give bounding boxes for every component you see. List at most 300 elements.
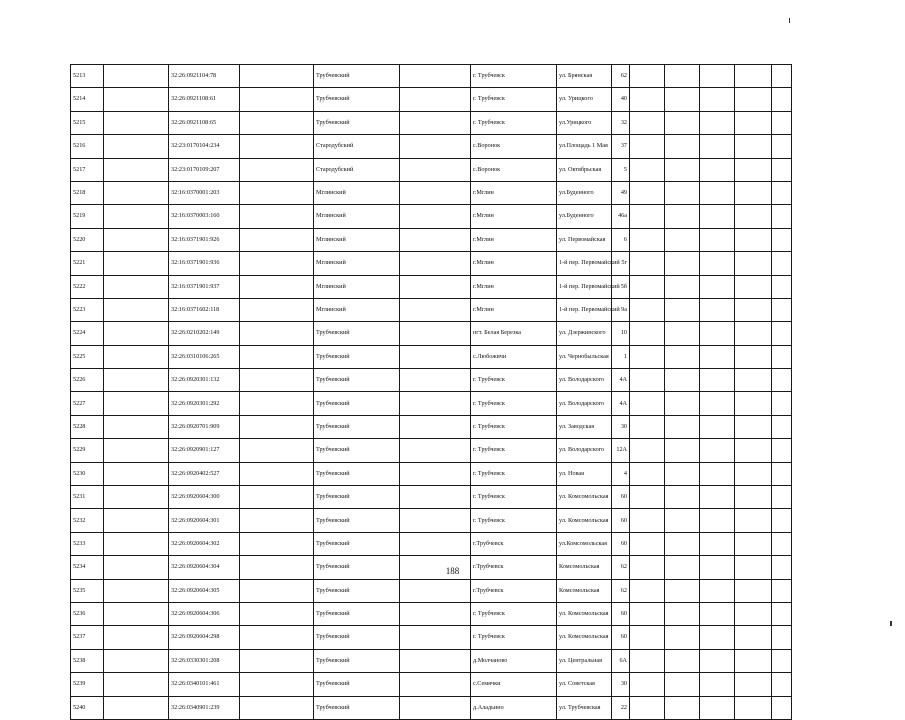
empty-cell: [735, 602, 772, 625]
locality: г.Мглин: [471, 298, 557, 321]
empty-cell: [700, 415, 735, 438]
table-row: [71, 486, 792, 509]
empty-cell: [772, 158, 792, 181]
empty-cell: [772, 415, 792, 438]
empty-cell: [735, 205, 772, 228]
table-row: [71, 673, 792, 696]
street: ул.Урицкого: [557, 111, 612, 134]
empty-cell: [400, 345, 471, 368]
house-number: 4А: [612, 392, 630, 415]
empty-cell: [735, 158, 772, 181]
locality: г.Мглин: [471, 275, 557, 298]
empty-cell: [240, 439, 314, 462]
empty-cell: [630, 509, 665, 532]
empty-cell: [665, 275, 700, 298]
empty-cell: [735, 486, 772, 509]
empty-cell: [735, 696, 772, 719]
locality: г. Трубчевск: [471, 65, 557, 88]
empty-cell: [104, 602, 169, 625]
table-row: [71, 696, 792, 719]
empty-cell: [240, 275, 314, 298]
empty-cell: [700, 439, 735, 462]
locality: д.Аладьино: [471, 696, 557, 719]
page-number: 188: [445, 566, 460, 576]
locality: г.Трубчевск: [471, 579, 557, 602]
empty-cell: [630, 673, 665, 696]
empty-cell: [772, 322, 792, 345]
locality: г. Трубчевск: [471, 462, 557, 485]
empty-cell: [772, 579, 792, 602]
empty-cell: [772, 65, 792, 88]
locality: с.Семячки: [471, 673, 557, 696]
row-number: 5230: [71, 462, 104, 485]
empty-cell: [700, 298, 735, 321]
empty-cell: [772, 462, 792, 485]
empty-cell: [665, 369, 700, 392]
empty-cell: [630, 88, 665, 111]
table-row: [71, 369, 792, 392]
district: Трубчевский: [314, 88, 400, 111]
row-number: 5216: [71, 135, 104, 158]
empty-cell: [104, 275, 169, 298]
empty-cell: [630, 626, 665, 649]
empty-cell: [772, 228, 792, 251]
empty-cell: [700, 579, 735, 602]
house-number: 30: [612, 415, 630, 438]
cadastral-number: 32:26:0920901:127: [169, 439, 240, 462]
empty-cell: [665, 415, 700, 438]
empty-cell: [700, 252, 735, 275]
empty-cell: [665, 626, 700, 649]
empty-cell: [104, 205, 169, 228]
empty-cell: [240, 486, 314, 509]
empty-cell: [400, 298, 471, 321]
row-number: 5238: [71, 649, 104, 672]
empty-cell: [665, 486, 700, 509]
empty-cell: [665, 135, 700, 158]
table-row: [71, 415, 792, 438]
empty-cell: [700, 322, 735, 345]
street: ул. Брянская: [557, 65, 612, 88]
empty-cell: [240, 649, 314, 672]
district: Мглинский: [314, 228, 400, 251]
row-number: 5231: [71, 486, 104, 509]
empty-cell: [665, 509, 700, 532]
empty-cell: [735, 649, 772, 672]
empty-cell: [772, 673, 792, 696]
district: Мглинский: [314, 298, 400, 321]
cadastral-number: 32:26:0330301:208: [169, 649, 240, 672]
cadastral-number: 32:16:0371602:118: [169, 298, 240, 321]
empty-cell: [400, 205, 471, 228]
house-number: 40: [612, 88, 630, 111]
cadastral-number: 32:16:0371901:926: [169, 228, 240, 251]
district: Трубчевский: [314, 602, 400, 625]
row-number: 5221: [71, 252, 104, 275]
empty-cell: [665, 252, 700, 275]
street: ул.Буденного: [557, 181, 612, 204]
empty-cell: [700, 111, 735, 134]
district: Трубчевский: [314, 322, 400, 345]
street: ул. Октябрьская: [557, 158, 612, 181]
district: Мглинский: [314, 181, 400, 204]
empty-cell: [400, 158, 471, 181]
empty-cell: [400, 252, 471, 275]
house-number: 46а: [612, 205, 630, 228]
locality: д.Молчаново: [471, 649, 557, 672]
empty-cell: [104, 579, 169, 602]
house-number: 12А: [612, 439, 630, 462]
empty-cell: [240, 111, 314, 134]
empty-cell: [104, 345, 169, 368]
empty-cell: [400, 486, 471, 509]
empty-cell: [240, 579, 314, 602]
street: Комсомольская: [557, 579, 612, 602]
scan-mark: [890, 621, 892, 626]
empty-cell: [772, 509, 792, 532]
empty-cell: [665, 602, 700, 625]
empty-cell: [665, 392, 700, 415]
table-row: [71, 439, 792, 462]
empty-cell: [665, 579, 700, 602]
district: Трубчевский: [314, 462, 400, 485]
cadastral-number: 32:26:0340901:239: [169, 696, 240, 719]
empty-cell: [104, 135, 169, 158]
empty-cell: [665, 462, 700, 485]
row-number: 5239: [71, 673, 104, 696]
empty-cell: [400, 602, 471, 625]
empty-cell: [400, 649, 471, 672]
house-number: 62: [612, 579, 630, 602]
district: Трубчевский: [314, 532, 400, 555]
house-number: 60: [612, 602, 630, 625]
street: ул. Новая: [557, 462, 612, 485]
empty-cell: [104, 181, 169, 204]
district: Мглинский: [314, 252, 400, 275]
locality: пгт. Белая Березка: [471, 322, 557, 345]
cadastral-number: 32:26:0920604:306: [169, 602, 240, 625]
locality: г. Трубчевск: [471, 88, 557, 111]
empty-cell: [104, 696, 169, 719]
empty-cell: [630, 158, 665, 181]
empty-cell: [104, 111, 169, 134]
street: ул. Первомайская: [557, 228, 612, 251]
empty-cell: [240, 345, 314, 368]
empty-cell: [665, 532, 700, 555]
empty-cell: [240, 626, 314, 649]
empty-cell: [240, 252, 314, 275]
table-row: [71, 228, 792, 251]
empty-cell: [700, 345, 735, 368]
street: ул. Володарского: [557, 392, 612, 415]
table-row: [71, 252, 792, 275]
empty-cell: [772, 275, 792, 298]
empty-cell: [630, 439, 665, 462]
empty-cell: [240, 415, 314, 438]
district: Трубчевский: [314, 65, 400, 88]
house-number: 60: [612, 532, 630, 555]
cadastral-number: 32:16:0371901:936: [169, 252, 240, 275]
house-number: 32: [612, 111, 630, 134]
table-row: [71, 158, 792, 181]
row-number: 5226: [71, 369, 104, 392]
street: ул. Центральная: [557, 649, 612, 672]
empty-cell: [700, 205, 735, 228]
empty-cell: [700, 673, 735, 696]
house-number: 60: [612, 509, 630, 532]
empty-cell: [240, 602, 314, 625]
table-row: [71, 65, 792, 88]
row-number: 5233: [71, 532, 104, 555]
empty-cell: [700, 649, 735, 672]
table-row: [71, 579, 792, 602]
registry-table: [70, 64, 792, 720]
empty-cell: [665, 65, 700, 88]
locality: г. Трубчевск: [471, 111, 557, 134]
empty-cell: [700, 369, 735, 392]
empty-cell: [772, 626, 792, 649]
empty-cell: [665, 322, 700, 345]
street: 1-й пер. Первомайский: [557, 275, 612, 298]
empty-cell: [735, 462, 772, 485]
empty-cell: [630, 135, 665, 158]
cadastral-number: 32:26:0920604:304: [169, 556, 240, 579]
empty-cell: [630, 275, 665, 298]
district: Трубчевский: [314, 649, 400, 672]
empty-cell: [700, 135, 735, 158]
street: ул. Комсомольская: [557, 486, 612, 509]
empty-cell: [104, 65, 169, 88]
empty-cell: [665, 228, 700, 251]
locality: г.Мглин: [471, 205, 557, 228]
locality: г. Трубчевск: [471, 509, 557, 532]
district: Трубчевский: [314, 509, 400, 532]
empty-cell: [735, 181, 772, 204]
empty-cell: [772, 111, 792, 134]
empty-cell: [400, 135, 471, 158]
row-number: 5215: [71, 111, 104, 134]
house-number: 30: [612, 673, 630, 696]
empty-cell: [735, 88, 772, 111]
district: Трубчевский: [314, 579, 400, 602]
house-number: 62: [612, 556, 630, 579]
row-number: 5227: [71, 392, 104, 415]
empty-cell: [104, 252, 169, 275]
empty-cell: [700, 275, 735, 298]
empty-cell: [104, 532, 169, 555]
empty-cell: [700, 626, 735, 649]
street: ул. Урицкого: [557, 88, 612, 111]
table-row: [71, 275, 792, 298]
table-row: [71, 205, 792, 228]
empty-cell: [400, 696, 471, 719]
empty-cell: [240, 158, 314, 181]
street: ул.Площадь 1 Мая: [557, 135, 612, 158]
empty-cell: [400, 439, 471, 462]
empty-cell: [630, 369, 665, 392]
street: ул. Володарского: [557, 369, 612, 392]
empty-cell: [665, 649, 700, 672]
cadastral-number: 32:16:0370003:160: [169, 205, 240, 228]
empty-cell: [104, 158, 169, 181]
locality: г.Трубчевск: [471, 556, 557, 579]
cadastral-number: 32:26:0920604:300: [169, 486, 240, 509]
row-number: 5232: [71, 509, 104, 532]
empty-cell: [630, 322, 665, 345]
empty-cell: [735, 322, 772, 345]
cadastral-number: 32:26:0920301:292: [169, 392, 240, 415]
table-row: [71, 298, 792, 321]
locality: г. Трубчевск: [471, 369, 557, 392]
cadastral-number: 32:26:0920604:305: [169, 579, 240, 602]
empty-cell: [735, 228, 772, 251]
empty-cell: [240, 181, 314, 204]
district: Трубчевский: [314, 111, 400, 134]
locality: г. Трубчевск: [471, 439, 557, 462]
locality: г. Трубчевск: [471, 415, 557, 438]
empty-cell: [772, 181, 792, 204]
row-number: 5240: [71, 696, 104, 719]
empty-cell: [665, 158, 700, 181]
locality: г. Трубчевск: [471, 602, 557, 625]
cadastral-number: 32:26:0340101:461: [169, 673, 240, 696]
district: Трубчевский: [314, 345, 400, 368]
empty-cell: [240, 322, 314, 345]
cadastral-number: 32:26:0210202:149: [169, 322, 240, 345]
empty-cell: [630, 205, 665, 228]
empty-cell: [400, 626, 471, 649]
cadastral-number: 32:26:0920604:298: [169, 626, 240, 649]
empty-cell: [665, 673, 700, 696]
empty-cell: [700, 509, 735, 532]
empty-cell: [240, 135, 314, 158]
row-number: 5224: [71, 322, 104, 345]
empty-cell: [400, 228, 471, 251]
house-number: 4: [612, 462, 630, 485]
empty-cell: [772, 298, 792, 321]
table-row: [71, 181, 792, 204]
empty-cell: [630, 532, 665, 555]
street: ул.Комсомольская: [557, 532, 612, 555]
house-number: 4А: [612, 369, 630, 392]
empty-cell: [400, 322, 471, 345]
street: ул. Комсомольская: [557, 509, 612, 532]
empty-cell: [700, 696, 735, 719]
house-number: 60: [612, 486, 630, 509]
empty-cell: [104, 369, 169, 392]
empty-cell: [665, 111, 700, 134]
empty-cell: [735, 369, 772, 392]
row-number: 5228: [71, 415, 104, 438]
empty-cell: [665, 181, 700, 204]
empty-cell: [104, 88, 169, 111]
empty-cell: [665, 88, 700, 111]
cadastral-number: 32:16:0370001:203: [169, 181, 240, 204]
house-number: 1: [612, 345, 630, 368]
empty-cell: [104, 509, 169, 532]
district: Трубчевский: [314, 626, 400, 649]
row-number: 5235: [71, 579, 104, 602]
empty-cell: [630, 345, 665, 368]
cadastral-number: 32:26:0920604:301: [169, 509, 240, 532]
house-number: 5г: [612, 252, 630, 275]
empty-cell: [240, 65, 314, 88]
district: Трубчевский: [314, 369, 400, 392]
row-number: 5236: [71, 602, 104, 625]
empty-cell: [772, 252, 792, 275]
district: Трубчевский: [314, 673, 400, 696]
empty-cell: [735, 673, 772, 696]
empty-cell: [665, 439, 700, 462]
cadastral-number: 32:16:0371901:937: [169, 275, 240, 298]
table-row: [71, 462, 792, 485]
locality: с.Любожичи: [471, 345, 557, 368]
district: Трубчевский: [314, 392, 400, 415]
cadastral-number: 32:26:0920402:527: [169, 462, 240, 485]
row-number: 5223: [71, 298, 104, 321]
locality: с.Воронок: [471, 158, 557, 181]
district: Стародубский: [314, 135, 400, 158]
empty-cell: [104, 392, 169, 415]
empty-cell: [735, 345, 772, 368]
row-number: 5217: [71, 158, 104, 181]
locality: г.Трубчевск: [471, 532, 557, 555]
empty-cell: [700, 462, 735, 485]
empty-cell: [400, 392, 471, 415]
empty-cell: [700, 602, 735, 625]
locality: г.Мглин: [471, 228, 557, 251]
empty-cell: [735, 509, 772, 532]
empty-cell: [735, 579, 772, 602]
empty-cell: [735, 626, 772, 649]
empty-cell: [735, 298, 772, 321]
table-row: [71, 88, 792, 111]
empty-cell: [665, 205, 700, 228]
row-number: 5237: [71, 626, 104, 649]
empty-cell: [772, 135, 792, 158]
empty-cell: [240, 392, 314, 415]
empty-cell: [240, 532, 314, 555]
street: Комсомольская: [557, 556, 612, 579]
empty-cell: [665, 696, 700, 719]
empty-cell: [772, 439, 792, 462]
cadastral-number: 32:26:0920604:302: [169, 532, 240, 555]
empty-cell: [240, 696, 314, 719]
empty-cell: [630, 649, 665, 672]
empty-cell: [630, 111, 665, 134]
cadastral-number: 32:23:0170109:207: [169, 158, 240, 181]
empty-cell: [772, 369, 792, 392]
empty-cell: [630, 579, 665, 602]
district: Трубчевский: [314, 556, 400, 579]
row-number: 5220: [71, 228, 104, 251]
empty-cell: [772, 205, 792, 228]
cadastral-number: 32:26:0921108:65: [169, 111, 240, 134]
street: 1-й пер. Первомайский: [557, 298, 612, 321]
district: Трубчевский: [314, 415, 400, 438]
empty-cell: [630, 252, 665, 275]
empty-cell: [665, 298, 700, 321]
house-number: 9а: [612, 298, 630, 321]
street: ул. Комсомольская: [557, 602, 612, 625]
table-row: [71, 111, 792, 134]
empty-cell: [700, 228, 735, 251]
empty-cell: [630, 462, 665, 485]
table-row: [71, 532, 792, 555]
empty-cell: [700, 158, 735, 181]
empty-cell: [104, 649, 169, 672]
district: Трубчевский: [314, 486, 400, 509]
